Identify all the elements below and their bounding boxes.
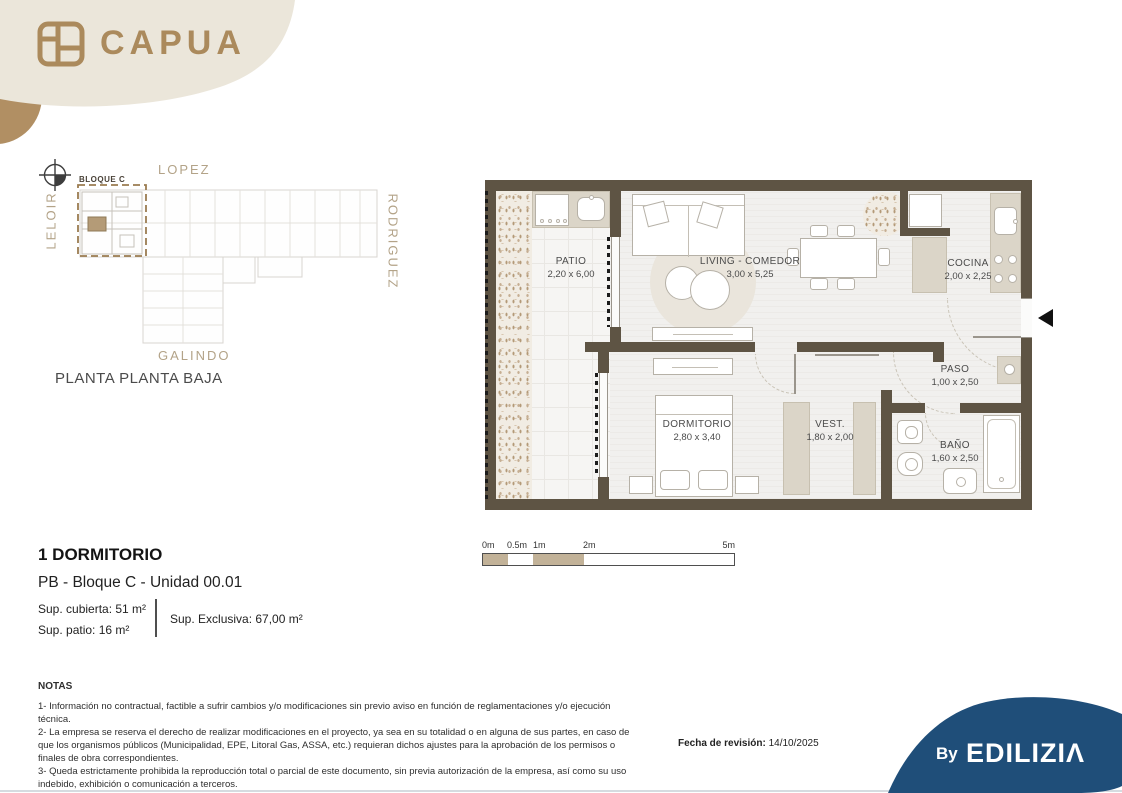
sofa xyxy=(632,194,745,256)
nightstand xyxy=(735,476,759,494)
scale-tick: 0.5m xyxy=(507,540,528,550)
pillow xyxy=(660,470,690,490)
window-grid-logo-icon xyxy=(37,21,85,67)
wall-band-a xyxy=(585,342,755,352)
bedroom-window-dashes xyxy=(595,373,598,477)
tv-sideboard xyxy=(652,327,753,341)
entrance-opening xyxy=(1021,298,1032,338)
wall-vest-bano xyxy=(881,390,892,499)
scale-bar xyxy=(482,540,737,570)
wall-paso-bano-b xyxy=(960,403,1021,413)
scale-tick: 2m xyxy=(583,540,596,550)
dining-chair xyxy=(810,278,828,290)
laundry-tub xyxy=(997,356,1021,384)
brand-name: CAPUA xyxy=(100,24,246,62)
north-compass-icon xyxy=(38,158,72,192)
kitchen-cabinet xyxy=(912,237,947,293)
plant xyxy=(863,192,905,236)
note-item: 3- Queda estrictamente prohibida la reproducción total o parcial de este documento, sin previa autorización de la empresa, así como su uso indebido, exhibición o comunicación a terceros. xyxy=(38,766,627,790)
wall-bottom xyxy=(485,499,1032,510)
sup-exclusiva: Sup. Exclusiva: 67,00 m² xyxy=(170,612,303,626)
revision-date xyxy=(678,738,819,749)
unit-subtitle: PB - Bloque C - Unidad 00.01 xyxy=(38,574,243,591)
toilet xyxy=(897,420,923,444)
entrance-door-leaf xyxy=(973,336,1021,338)
revision-label: Fecha de revisión: xyxy=(678,738,766,749)
wall-paso-bano-a xyxy=(892,403,925,413)
scale-tick: 0m xyxy=(482,540,495,550)
site-plan-caption: PLANTA PLANTA BAJA xyxy=(55,370,223,387)
sup-patio: Sup. patio: 16 m² xyxy=(38,623,130,637)
street-label-rodriguez: RODRIGUEZ xyxy=(385,193,401,290)
wall-fridge-niche-h xyxy=(900,228,950,236)
footer-brand-name: EDILIZIΛ xyxy=(966,738,1086,768)
washing-machine xyxy=(535,194,569,226)
note-item: 1- Información no contractual, factible a sufrir cambios y/o modificaciones sin previo aviso en función de reglamentaciones y/o ejecución técnica. xyxy=(38,701,611,725)
room-label-living: LIVING - COMEDOR 3,00 x 5,25 xyxy=(699,256,801,280)
vegetation-strip xyxy=(496,191,532,499)
dining-table xyxy=(800,238,877,278)
room-label-cocina: COCINA 2,00 x 2,25 xyxy=(944,258,992,282)
bathtub xyxy=(983,415,1020,493)
site-plan-drawing xyxy=(70,159,400,359)
dining-chair xyxy=(810,225,828,237)
stove xyxy=(991,252,1020,286)
dining-chair xyxy=(837,225,855,237)
wall-dorm-left-a xyxy=(598,352,609,373)
wall-dorm-left-b xyxy=(598,477,609,499)
wall-patio-living-upper xyxy=(610,191,621,237)
sup-divider xyxy=(155,599,157,637)
entrance-arrow-icon xyxy=(1038,309,1053,327)
vest-door-leaf xyxy=(815,354,879,356)
nightstand xyxy=(629,476,653,494)
dining-chair xyxy=(878,248,890,266)
room-label-vestidor: VEST. 1,80 x 2,00 xyxy=(806,419,854,443)
scale-tick: 1m xyxy=(533,540,546,550)
street-label-galindo: GALINDO xyxy=(158,348,231,363)
bedroom-window xyxy=(599,373,608,477)
patio-sliding-door xyxy=(611,237,620,327)
street-label-lopez: LOPEZ xyxy=(158,162,211,177)
wardrobe xyxy=(853,402,876,495)
vanity-sink xyxy=(943,468,977,494)
note-item: 2- La empresa se reserva el derecho de realizar modificaciones en el proyecto, ya sea en su totalidad o en alguna de sus partes, en caso de que los organismos públicos (Municipalidad, EPE, Litoral Gas, ASSA, etc.) requieran dichos ajustes para la aprobación de los permisos o finales de obra correspondientes. xyxy=(38,727,630,764)
bloque-c-label: BLOQUE C xyxy=(79,175,126,184)
revision-value: 14/10/2025 xyxy=(768,738,819,749)
patio-door-dashes xyxy=(607,237,610,327)
wardrobe xyxy=(783,402,810,495)
room-label-paso: PASO 1,00 x 2,50 xyxy=(931,364,979,388)
kitchen-sink xyxy=(994,207,1017,235)
scale-tick: 5m xyxy=(722,540,735,550)
sup-cubierta: Sup. cubierta: 51 m² xyxy=(38,602,147,616)
bedroom-door-leaf xyxy=(794,354,796,394)
patio-sink xyxy=(577,197,605,221)
scale-bar-track xyxy=(482,553,735,566)
property-line-dashes xyxy=(485,191,488,499)
notes-section xyxy=(38,681,638,791)
wall-top xyxy=(485,180,1032,191)
room-label-patio: PATIO 2,20 x 6,00 xyxy=(547,256,595,280)
footer-by-label: By xyxy=(936,744,958,763)
bed xyxy=(655,395,733,497)
wall-right-upper xyxy=(1021,180,1032,298)
room-label-dormitorio: DORMITORIO 2,80 x 3,40 xyxy=(662,419,732,443)
dresser xyxy=(653,358,733,375)
bedroom-door-arc xyxy=(755,354,795,394)
street-label-leloir: LELOIR xyxy=(43,191,59,250)
dining-chair xyxy=(837,278,855,290)
wall-paso-stub xyxy=(933,342,944,362)
fridge xyxy=(909,194,942,227)
wall-band-b xyxy=(797,342,933,352)
unit-title: 1 DORMITORIO xyxy=(38,545,163,564)
bidet xyxy=(897,452,923,476)
unit-floor-plan xyxy=(485,180,1032,510)
room-label-bano: BAÑO 1,60 x 2,50 xyxy=(931,440,979,464)
pillow xyxy=(698,470,728,490)
highlighted-unit xyxy=(88,217,106,231)
notes-title: NOTAS xyxy=(38,681,73,692)
wall-right-lower xyxy=(1021,338,1032,510)
